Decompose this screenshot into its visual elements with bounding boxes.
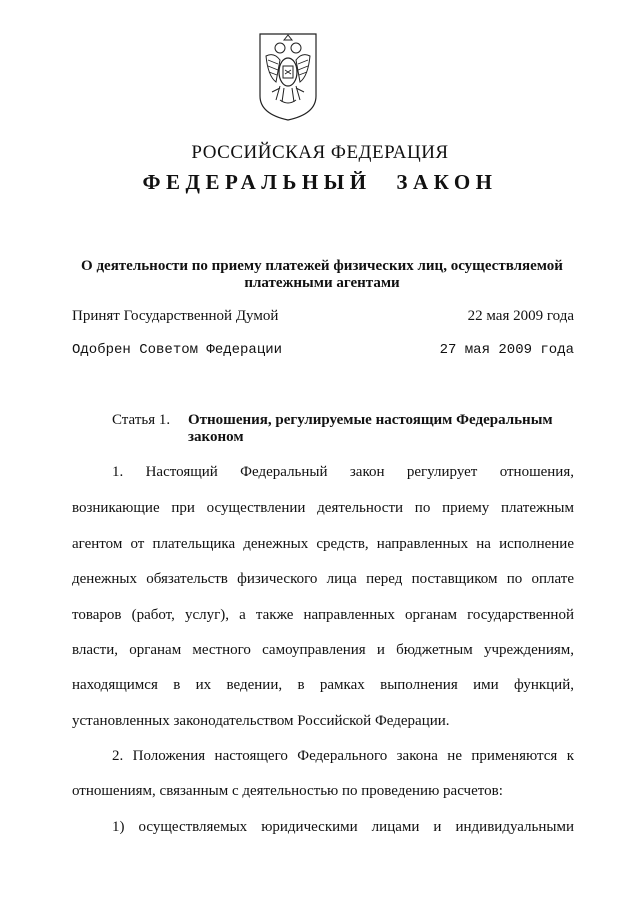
article-title-line: Отношения, регулируемые настоящим Федеральным	[188, 412, 553, 428]
law-title	[72, 258, 572, 292]
body-line: 1) осуществляемых юридическими лицами и индивидуальными	[112, 819, 574, 835]
article-heading	[112, 412, 574, 446]
article-number: Статья 1.	[112, 412, 171, 428]
body-line: находящимся в их ведении, в рамках выполнения ими функций,	[72, 677, 574, 693]
body-line: возникающие при осуществлении деятельности по приему платежным	[72, 500, 574, 516]
law-title-line: О деятельности по приему платежей физических лиц, осуществляемой	[81, 258, 563, 274]
coat-of-arms-emblem	[256, 30, 320, 122]
body-line: денежных обязательств физического лица перед поставщиком по оплате	[72, 571, 574, 587]
council-approval-row	[72, 342, 574, 358]
body-line: агентом от плательщика денежных средств, направленных на исполнение	[72, 536, 574, 552]
body-line: установленных законодательством Российской Федерации.	[72, 713, 450, 729]
duma-label: Принят Государственной Думой	[72, 308, 279, 324]
body-line: товаров (работ, услуг), а также направленных органам государственной	[72, 607, 574, 623]
duma-date: 22 мая 2009 года	[467, 308, 574, 324]
country-heading: РОССИЙСКАЯ ФЕДЕРАЦИЯ	[191, 142, 449, 163]
duma-adoption-row	[72, 308, 574, 325]
law-type-heading: ФЕДЕРАЛЬНЫЙ ЗАКОН	[142, 170, 498, 194]
body-line: отношениям, связанным с деятельностью по проведению расчетов:	[72, 783, 503, 799]
council-date: 27 мая 2009 года	[439, 342, 574, 358]
council-label: Одобрен Советом Федерации	[72, 342, 283, 358]
article-title-line: законом	[188, 429, 244, 445]
article-title	[188, 412, 553, 446]
body-line: 2. Положения настоящего Федерального закона не применяются к	[112, 748, 574, 764]
law-title-line: платежными агентами	[244, 275, 400, 291]
body-line: власти, органам местного самоуправления и бюджетным учреждениям,	[72, 642, 574, 658]
body-line: 1. Настоящий Федеральный закон регулирует отношения,	[112, 464, 574, 480]
